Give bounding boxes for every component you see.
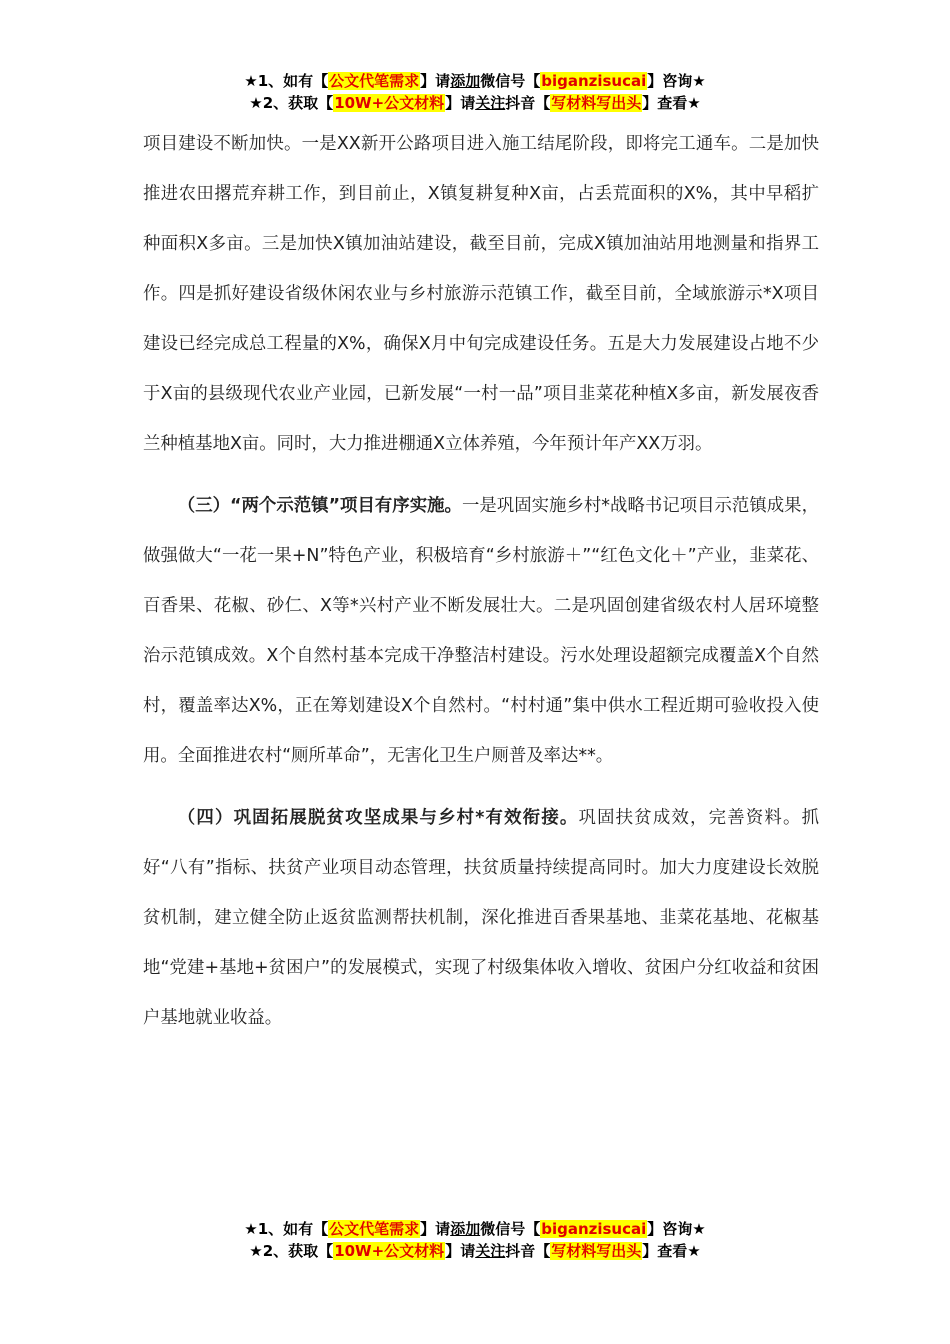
document-body	[143, 119, 819, 1043]
section-heading-4: （四）巩固拓展脱贫攻坚成果与乡村*有效衔接。	[177, 808, 579, 828]
highlight-materials: 10W+公文材料	[334, 94, 445, 112]
banner-line-1: ★1、如有【公文代笔需求】请添加微信号【biganzisucai】咨询★	[244, 1220, 706, 1238]
paragraph-2: （三）“两个示范镇”项目有序实施。一是巩固实施乡村*战略书记项目示范镇成果，做强做大“一花一果+N”特色产业，积极培育“乡村旅游＋”“红色文化＋”产业，韭菜花、百香果、花椒、砂仁、X等*兴村产业不断发展壮大。二是巩固创建省级农村人居环境整治示范镇成效。X个自然村基本完成干净整洁村建设。污水处理设超额完成覆盖X个自然村，覆盖率达X%，正在筹划建设X个自然村。“村村通”集中供水工程近期可验收投入使用。全面推进农村“厕所革命”，无害化卫生户厕普及率达**。	[143, 496, 819, 766]
section-heading-3: （三）“两个示范镇”项目有序实施。	[177, 496, 462, 516]
highlight-wechat-id: biganzisucai	[541, 72, 647, 90]
highlight-service: 公文代笔需求	[329, 1220, 420, 1238]
star-icon: ★	[244, 1220, 258, 1238]
star-icon: ★	[244, 72, 258, 90]
banner-line-1: ★1、如有【公文代笔需求】请添加微信号【biganzisucai】咨询★	[244, 72, 706, 90]
paragraph-1: 项目建设不断加快。一是XX新开公路项目进入施工结尾阶段，即将完工通车。二是加快推进农田撂荒弃耕工作，到目前止，X镇复耕复种X亩，占丢荒面积的X%，其中早稻扩种面积X多亩。三是加快X镇加油站建设，截至目前，完成X镇加油站用地测量和指界工作。四是抓好建设省级休闲农业与乡村旅游示范镇工作，截至目前，全域旅游示*X项目建设已经完成总工程量的X%，确保X月中旬完成建设任务。五是大力发展建设占地不少于X亩的县级现代农业产业园，已新发展“一村一品”项目韭菜花种植X多亩，新发展夜香兰种植基地X亩。同时，大力推进棚通X立体养殖，今年预计年产XX万羽。	[143, 134, 819, 454]
highlight-douyin-id: 写材料写出头	[551, 1242, 642, 1260]
header-banner	[0, 70, 950, 114]
highlight-wechat-id: biganzisucai	[541, 1220, 647, 1238]
highlight-douyin-id: 写材料写出头	[551, 94, 642, 112]
star-icon: ★	[249, 94, 263, 112]
highlight-materials: 10W+公文材料	[334, 1242, 445, 1260]
footer-banner	[0, 1218, 950, 1262]
highlight-service: 公文代笔需求	[329, 72, 420, 90]
banner-line-2: ★2、获取【10W+公文材料】请关注抖音【写材料写出头】查看★	[249, 94, 701, 112]
paragraph-3: （四）巩固拓展脱贫攻坚成果与乡村*有效衔接。巩固扶贫成效，完善资料。抓好“八有”指标、扶贫产业项目动态管理，扶贫质量持续提高同时。加大力度建设长效脱贫机制，建立健全防止返贫监测帮扶机制，深化推进百香果基地、韭菜花基地、花椒基地“党建+基地+贫困户”的发展模式，实现了村级集体收入增收、贫困户分红收益和贫困户基地就业收益。	[143, 808, 819, 1028]
banner-line-2: ★2、获取【10W+公文材料】请关注抖音【写材料写出头】查看★	[249, 1242, 701, 1260]
star-icon: ★	[249, 1242, 263, 1260]
